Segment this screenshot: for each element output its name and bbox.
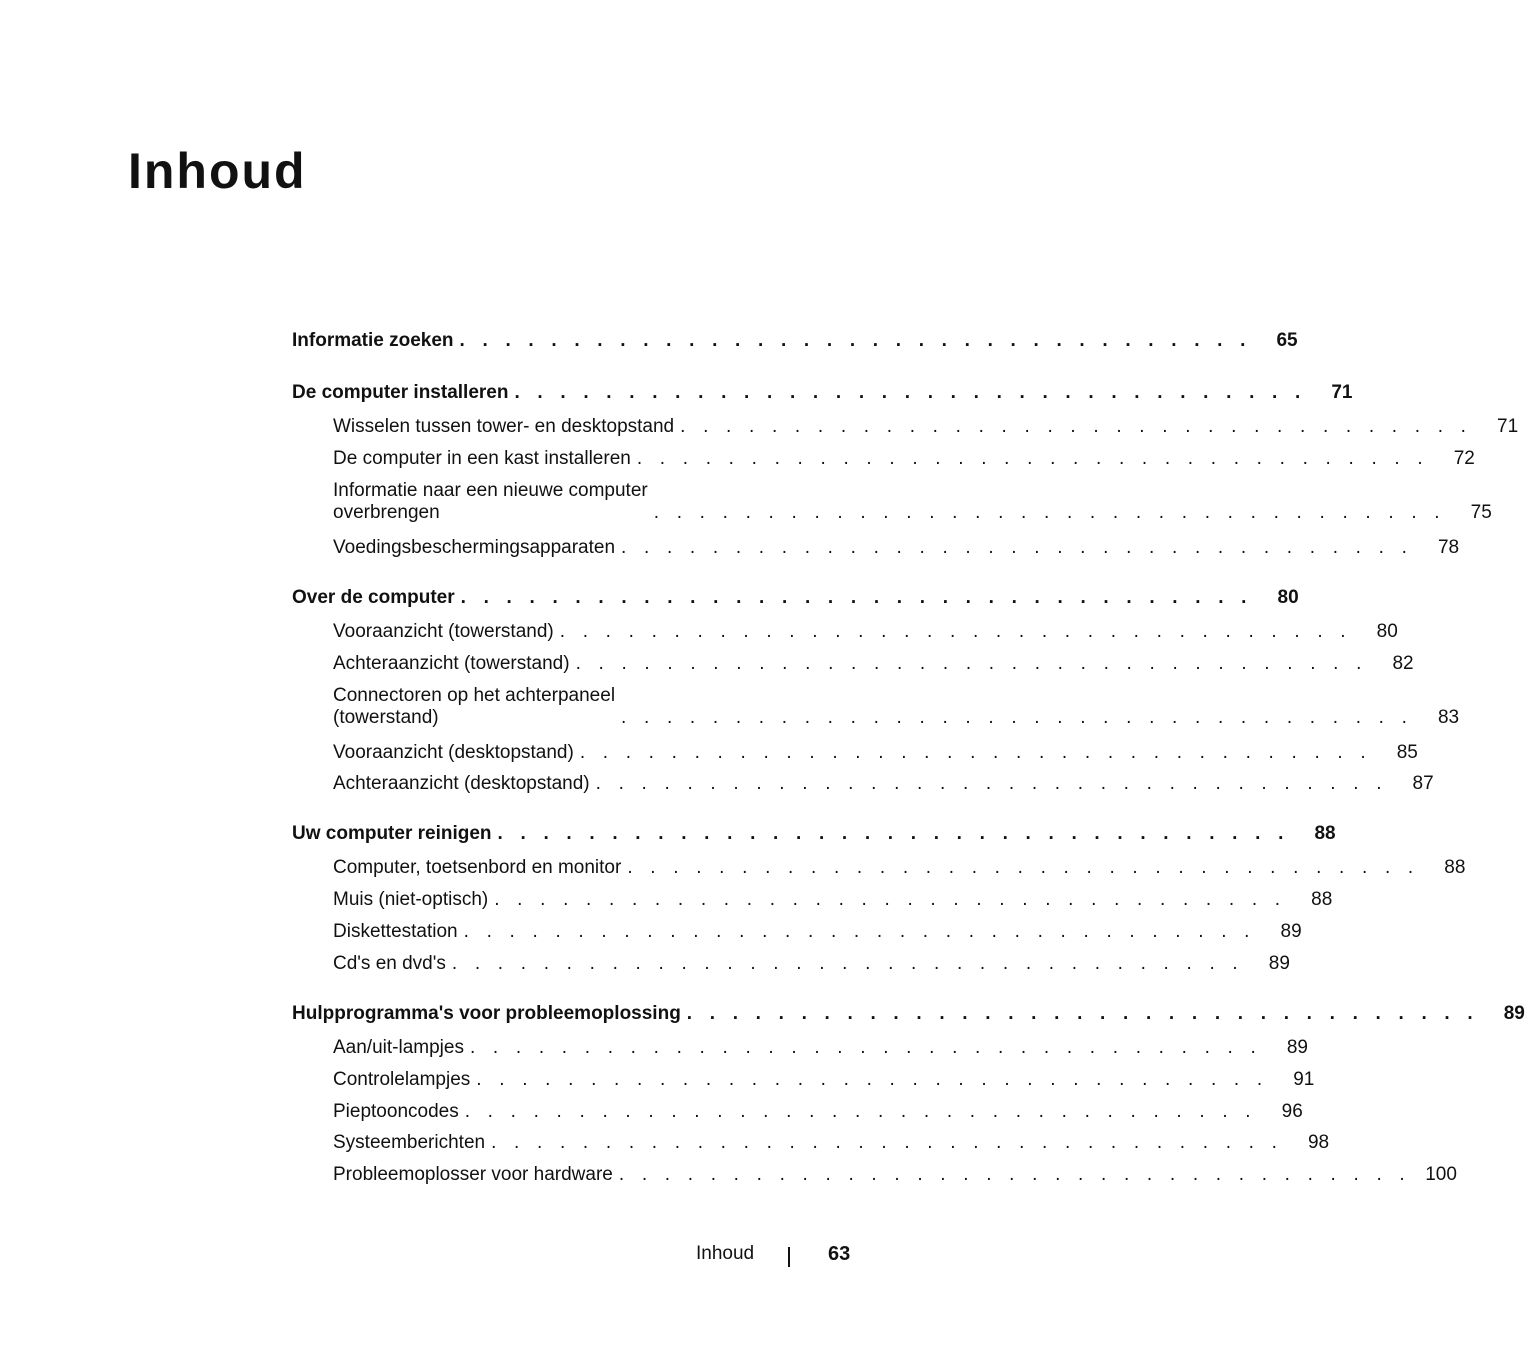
page-title: Inhoud [128,143,307,199]
toc-entry-label: Uw computer reinigen [292,823,492,844]
toc-page-number: 71 [1497,416,1519,437]
toc-page-number: 71 [1331,382,1353,403]
toc-entry-label: Informatie zoeken [292,330,454,351]
toc-leader: . . . . . . . . . . . . . . . . . . . . . . . . . . . . . . . . . . . [460,587,1253,608]
toc-entry-label: Cd's en dvd's [333,953,446,974]
toc-leader: . . . . . . . . . . . . . . . . . . . . . . . . . . . . . . . . . . . [459,330,1252,351]
toc-leader: . . . . . . . . . . . . . . . . . . . . . . . . . . . . . . . . . . . [653,502,1446,523]
toc-entry-label [333,685,621,729]
toc-entry-label-line1: Connectoren op het achterpaneel [333,685,616,706]
toc-item-voedingsbescherming[interactable] [333,537,1460,559]
toc-page-number: 87 [1412,773,1434,794]
toc-leader: . . . . . . . . . . . . . . . . . . . . . . . . . . . . . . . . . . . [469,1037,1262,1058]
toc-page-number: 82 [1392,653,1414,674]
toc-entry-label: Over de computer [292,587,455,608]
toc-page-number: 96 [1281,1101,1303,1122]
toc-page-number: 65 [1276,330,1298,351]
footer-section-label: Inhoud [696,1243,755,1264]
toc-leader: . . . . . . . . . . . . . . . . . . . . . . . . . . . . . . . . . . . [680,416,1473,437]
toc-item-probleemoplosser-hardware[interactable] [333,1164,1457,1186]
toc-entry-label: Vooraanzicht (desktopstand) [333,742,574,763]
toc-page-number: 88 [1311,889,1333,910]
toc-item-cds-dvds[interactable] [333,953,1290,975]
toc-section-over-de-computer[interactable] [292,587,1299,609]
toc-page-number: 78 [1437,537,1460,558]
toc-leader: . . . . . . . . . . . . . . . . . . . . . . . . . . . . . . . . . . . [636,448,1429,469]
toc-entry-label: Diskettestation [333,921,458,942]
toc-entry-label: Pieptooncodes [333,1101,459,1122]
toc-entry-label: Aan/uit-lampjes [333,1037,464,1058]
toc-leader: . . . . . . . . . . . . . . . . . . . . . . . . . . . . . . . . . . . [621,707,1414,728]
toc-page-number: 72 [1453,448,1475,469]
toc-entry-label [333,480,654,524]
toc-leader: . . . . . . . . . . . . . . . . . . . . . . . . . . . . . . . . . . . [491,1132,1284,1153]
toc-entry-label: Achteraanzicht (towerstand) [333,653,570,674]
toc-leader: . . . . . . . . . . . . . . . . . . . . . . . . . . . . . . . . . . . [686,1003,1479,1024]
toc-leader: . . . . . . . . . . . . . . . . . . . . . . . . . . . . . . . . . . . [451,953,1244,974]
toc-page-number: 89 [1503,1003,1525,1024]
toc-page-number: 100 [1425,1164,1457,1185]
toc-item-connectoren-achterpaneel[interactable] [333,685,1460,729]
toc-page-number: 80 [1376,621,1398,642]
toc-page-number: 98 [1307,1132,1330,1153]
toc-entry-label: Controlelampjes [333,1069,471,1090]
toc-page-number: 83 [1437,707,1460,728]
toc-leader: . . . . . . . . . . . . . . . . . . . . . . . . . . . . . . . . . . . [621,537,1414,558]
toc-entry-label-line2: overbrengen [333,502,440,523]
toc-item-informatie-overbrengen[interactable] [333,480,1492,524]
toc-item-vooraanzicht-tower[interactable] [333,621,1398,643]
toc-leader: . . . . . . . . . . . . . . . . . . . . . . . . . . . . . . . . . . . [575,653,1368,674]
toc-item-systeemberichten[interactable] [333,1132,1330,1154]
footer-page-number: 63 [828,1243,851,1265]
toc-section-hulpprogrammas[interactable] [292,1003,1525,1025]
toc-page-number: 89 [1268,953,1290,974]
toc-entry-label: Achteraanzicht (desktopstand) [333,773,590,794]
toc-page-number: 89 [1280,921,1302,942]
toc-section-informatie-zoeken[interactable] [292,330,1298,352]
toc-leader: . . . . . . . . . . . . . . . . . . . . . . . . . . . . . . . . . . . [494,889,1287,910]
toc-item-computer-toetsenbord-monitor[interactable] [333,857,1466,879]
toc-entry-label: Hulpprogramma's voor probleemoplossing [292,1003,681,1024]
toc-leader: . . . . . . . . . . . . . . . . . . . . . . . . . . . . . . . . . . . [464,1101,1257,1122]
toc-leader: . . . . . . . . . . . . . . . . . . . . . . . . . . . . . . . . . . . [579,742,1372,763]
toc-section-computer-reinigen[interactable] [292,823,1336,845]
toc-leader: . . . . . . . . . . . . . . . . . . . . . . . . . . . . . . . . . . . [618,1164,1411,1185]
toc-leader: . . . . . . . . . . . . . . . . . . . . . . . . . . . . . . . . . . . [497,823,1290,844]
toc-item-achteraanzicht-desktop[interactable] [333,773,1434,795]
toc-entry-label: De computer in een kast installeren [333,448,631,469]
toc-item-diskettestation[interactable] [333,921,1302,943]
toc-item-wisselen-tower-desktop[interactable] [333,416,1519,438]
toc-leader: . . . . . . . . . . . . . . . . . . . . . . . . . . . . . . . . . . . [595,773,1388,794]
toc-entry-label: Systeemberichten [333,1132,486,1153]
toc-entry-label-line2: (towerstand) [333,707,439,728]
toc-entry-label: Muis (niet-optisch) [333,889,489,910]
toc-item-achteraanzicht-tower[interactable] [333,653,1414,675]
toc-page-number: 75 [1470,502,1492,523]
toc-entry-label: Vooraanzicht (towerstand) [333,621,554,642]
toc-leader: . . . . . . . . . . . . . . . . . . . . . . . . . . . . . . . . . . . [627,857,1420,878]
footer-divider [788,1247,790,1267]
toc-entry-label-line1: Informatie naar een nieuwe computer [333,480,648,501]
toc-page-number: 80 [1277,587,1299,608]
toc-entry-label: De computer installeren [292,382,509,403]
toc-leader: . . . . . . . . . . . . . . . . . . . . . . . . . . . . . . . . . . . [476,1069,1269,1090]
toc-item-kast-installeren[interactable] [333,448,1475,470]
toc-item-aan-uit-lampjes[interactable] [333,1037,1308,1059]
toc-leader: . . . . . . . . . . . . . . . . . . . . . . . . . . . . . . . . . . . [463,921,1256,942]
toc-entry-label: Wisselen tussen tower- en desktopstand [333,416,675,437]
toc-item-pieptooncodes[interactable] [333,1101,1303,1123]
toc-page-number: 88 [1314,823,1336,844]
toc-section-computer-installeren[interactable] [292,382,1353,404]
toc-leader: . . . . . . . . . . . . . . . . . . . . . . . . . . . . . . . . . . . [559,621,1352,642]
toc-item-controlelampjes[interactable] [333,1069,1315,1091]
toc-page-number: 89 [1286,1037,1308,1058]
toc-item-vooraanzicht-desktop[interactable] [333,742,1418,764]
toc-page-number: 85 [1396,742,1418,763]
toc-item-muis[interactable] [333,889,1333,911]
toc-entry-label: Probleemoplosser voor hardware [333,1164,613,1185]
toc-entry-label: Voedingsbeschermingsapparaten [333,537,616,558]
toc-entry-label: Computer, toetsenbord en monitor [333,857,622,878]
toc-page-number: 91 [1293,1069,1315,1090]
toc-page-number: 88 [1444,857,1466,878]
toc-leader: . . . . . . . . . . . . . . . . . . . . . . . . . . . . . . . . . . . [514,382,1307,403]
